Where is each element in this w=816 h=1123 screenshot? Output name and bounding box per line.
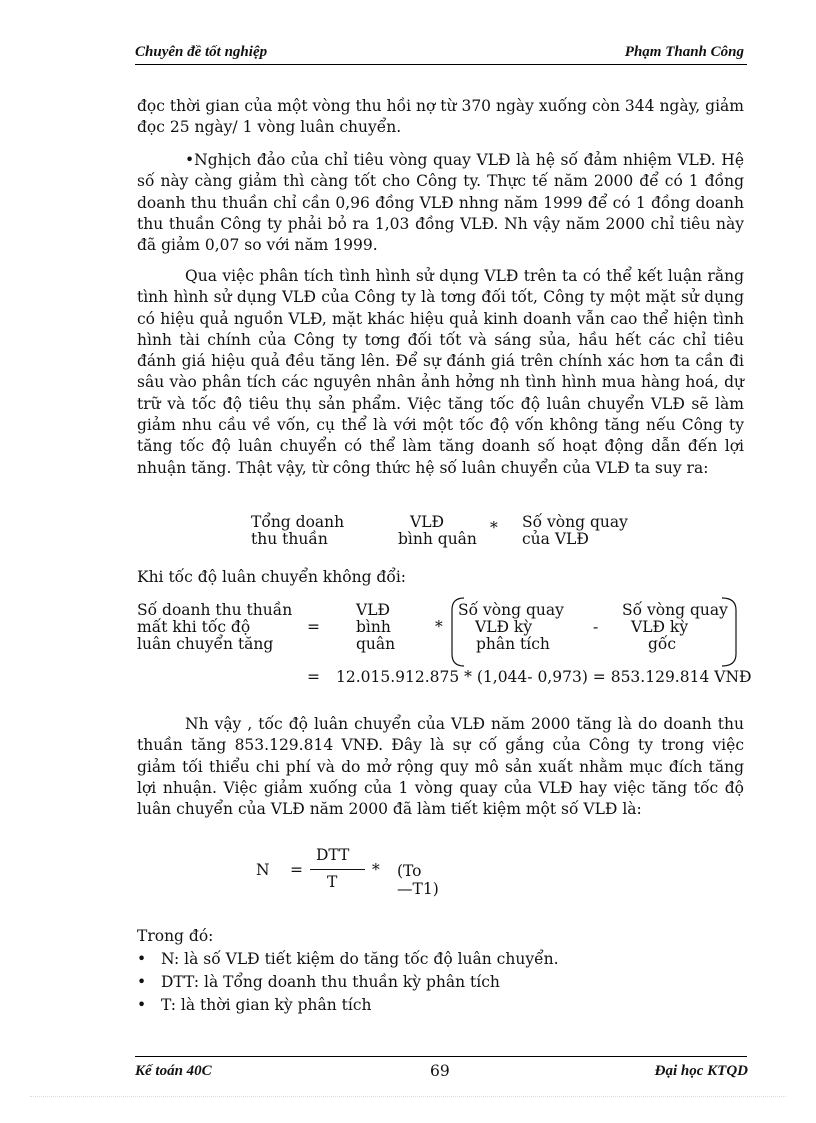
- formula2-n1: Số vòng quay: [458, 601, 564, 619]
- formula3-num: DTT: [316, 846, 350, 864]
- header-rule: [135, 64, 747, 65]
- formula2-star: *: [435, 618, 443, 636]
- formula2-o2: VLĐ kỳ: [631, 618, 689, 636]
- formula1-op: *: [490, 519, 498, 537]
- formula2-l1: Số doanh thu thuần: [137, 601, 293, 619]
- paragraph-3-text: Qua việc phân tích tình hình sử dụng VLĐ trên ta có thể kết luận rằng tình hình sử dụng VLĐ của Công ty là tơng đối tốt, Công ty một mặt sử dụng có hiệu quả nguồn VLĐ, mặt khác hiệu quả kinh doanh vẫn cao thể hiện tình hình tài chính của Công ty tơng đối tốt và sáng sủa, hầu hết các chỉ tiêu đánh giá hiệu quả đều tăng lên. Để sự đánh giá trên chính xác hơn ta cần đi sâu vào phân tích các nguyên nhân ảnh hởng nh tình hình mua hàng hoá, dự trữ và tốc độ tiêu thụ sản phẩm. Việc tăng tốc độ luân chuyển VLĐ sẽ làm giảm nhu cầu về vốn, cụ thể là với một tốc độ vốn không tăng nếu Công ty tăng tốc độ luân chuyển có thể làm tăng doanh số hoạt động dẫn đến lợi nhuận tăng. Thật vậy, từ công thức hệ số luân chuyển của VLĐ ta suy ra:: [137, 267, 744, 477]
- paragraph-2: [137, 150, 744, 256]
- paragraph-1: đọc thời gian của một vòng thu hồi nợ từ 370 ngày xuống còn 344 ngày, giảm đọc 25 ngày/ 1 vòng luân chuyển.: [137, 97, 744, 137]
- header-left: Chuyên đề tốt nghiệp: [135, 44, 268, 60]
- bullet-icon: •: [137, 996, 147, 1014]
- paragraph-5-text: Nh vậy , tốc độ luân chuyển của VLĐ năm 2000 tăng là do doanh thu thuần tăng 853.129.814 VNĐ. Đây là sự cố gắng của Công ty trong việc giảm tối thiểu chi phí và do mở rộng quy mô sản xuất nhằm mục đích tăng lợi nhuận. Việc giảm xuống của 1 vòng quay của VLĐ hay việc tăng tốc độ luân chuyển của VLĐ năm 2000 đã làm tiết kiệm một số VLĐ là:: [137, 715, 744, 819]
- formula2-minus: -: [593, 618, 599, 636]
- formula2-result: 12.015.912.875 * (1,044- 0,973) = 853.129.814 VNĐ: [336, 668, 752, 686]
- paragraph-4-label: Khi tốc độ luân chuyển không đổi:: [137, 568, 407, 586]
- header-right: Phạm Thanh Công: [624, 44, 744, 60]
- list-item: • T: là thời gian kỳ phân tích: [137, 996, 372, 1014]
- footer-rule: [135, 1056, 747, 1057]
- formula2-eq: =: [307, 618, 320, 636]
- formula1-c1: Số vòng quay: [522, 513, 628, 531]
- paragraph-2-text: Nghịch đảo của chỉ tiêu vòng quay VLĐ là hệ số đảm nhiệm VLĐ. Hệ số này càng giảm thì càng tốt cho Công ty. Thực tế năm 2000 để có 1 đồng doanh thu thuần chỉ cần 0,96 đồng VLĐ nhng năm 1999 để có 1 đồng doanh thu thuần Công ty phải bỏ ra 1,03 đồng VLĐ. Nh vậy năm 2000 chỉ tiêu này đã giảm 0,07 so với năm 1999.: [137, 151, 744, 255]
- formula3-eq: =: [290, 861, 303, 879]
- footer-left: Kế toán 40C: [135, 1063, 212, 1079]
- formula2-l2: mất khi tốc độ: [137, 618, 251, 636]
- formula2-m2: bình: [356, 618, 391, 636]
- formula2-m3: quân: [356, 635, 396, 653]
- formula2-o1: Số vòng quay: [622, 601, 728, 619]
- fraction-bar: [310, 869, 365, 870]
- formula3-den: T: [327, 873, 338, 891]
- formula3-r2: —T1): [397, 880, 439, 898]
- page-edge-dots: [30, 1096, 786, 1097]
- formula2-n2: VLĐ kỳ: [475, 618, 533, 636]
- list-item: • N: là số VLĐ tiết kiệm do tăng tốc độ luân chuyển.: [137, 950, 559, 968]
- formula2-l3: luân chuyển tăng: [137, 635, 274, 653]
- paragraph-3: [137, 266, 744, 479]
- formula2-o3: gốc: [648, 635, 677, 653]
- paragraph-bullet: •: [185, 151, 195, 169]
- formula1-c2: của VLĐ: [522, 530, 589, 548]
- list-item: • DTT: là Tổng doanh thu thuần kỳ phân tích: [137, 973, 500, 991]
- page-number: 69: [430, 1062, 450, 1080]
- formula1-a2: thu thuần: [251, 530, 328, 548]
- formula1-a1: Tổng doanh: [251, 513, 345, 531]
- formula2-m1: VLĐ: [356, 601, 390, 619]
- formula1-b2: bình quân: [398, 530, 477, 548]
- formula1-b1: VLĐ: [410, 513, 444, 531]
- bullet-icon: •: [137, 973, 147, 991]
- formula3-r1: (To: [397, 862, 422, 880]
- trong-do-label: Trong đó:: [137, 927, 214, 945]
- formula2-n3: phân tích: [476, 635, 550, 653]
- paragraph-5: [137, 714, 744, 820]
- footer-right: Đại học KTQD: [654, 1063, 748, 1079]
- formula3-lhs: N: [256, 861, 270, 879]
- bullet-icon: •: [137, 950, 147, 968]
- formula3-star: *: [372, 861, 380, 879]
- formula2-result-eq: =: [307, 668, 320, 686]
